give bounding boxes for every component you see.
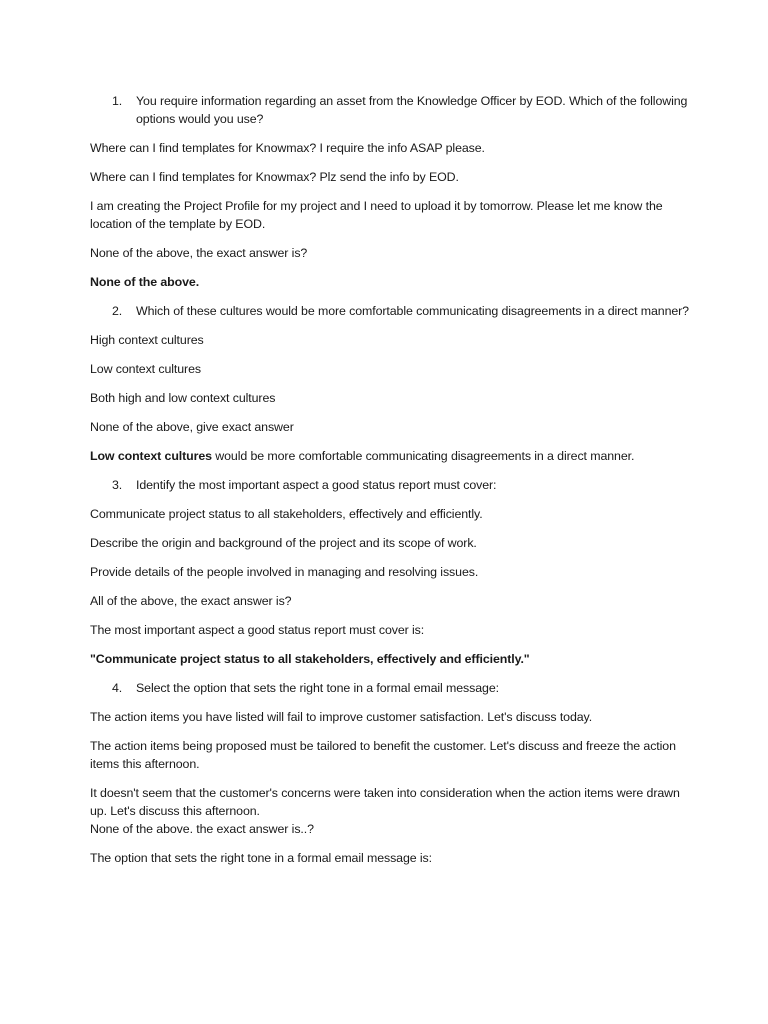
question-1	[90, 92, 690, 128]
answer-text: None of the above.	[90, 275, 200, 289]
question-number: 1.	[112, 94, 123, 108]
question-text: Select the option that sets the right tone in a formal email message:	[136, 681, 499, 695]
option-text: Low context cultures	[90, 362, 201, 376]
answer-text: "Communicate project status to all stakeholders, effectively and efficiently."	[90, 652, 530, 666]
answer-intro-text: The most important aspect a good status report must cover is:	[90, 623, 425, 637]
option-text: All of the above, the exact answer is?	[90, 594, 292, 608]
option-text: It doesn't seem that the customer's concerns were taken into consideration when the action items were drawn up. Let's discuss this afternoon.	[90, 786, 680, 818]
question-2	[90, 302, 690, 320]
question-text: Which of these cultures would be more comfortable communicating disagreements in a direct manner?	[136, 304, 689, 318]
option-text: None of the above. the exact answer is..?	[90, 822, 314, 836]
option-text: Communicate project status to all stakeholders, effectively and efficiently.	[90, 507, 483, 521]
answer-bold-text: Low context cultures	[90, 449, 212, 463]
option-text: Provide details of the people involved in managing and resolving issues.	[90, 565, 479, 579]
question-number: 2.	[112, 304, 123, 318]
option-text: Where can I find templates for Knowmax? Plz send the info by EOD.	[90, 170, 459, 184]
option-text: I am creating the Project Profile for my project and I need to upload it by tomorrow. Please let me know the location of the template by EOD.	[90, 199, 663, 231]
option-text: The action items being proposed must be tailored to benefit the customer. Let's discuss and freeze the action items this afternoon.	[90, 739, 676, 771]
answer-rest-text: would be more comfortable communicating disagreements in a direct manner.	[211, 449, 635, 463]
answer-paragraph	[90, 447, 690, 465]
option-text: Describe the origin and background of the project and its scope of work.	[90, 536, 477, 550]
question-number: 4.	[112, 681, 123, 695]
question-number: 3.	[112, 478, 123, 492]
option-text: None of the above, give exact answer	[90, 420, 294, 434]
option-text: None of the above, the exact answer is?	[90, 246, 308, 260]
answer-intro-text: The option that sets the right tone in a formal email message is:	[90, 851, 432, 865]
document-page	[90, 92, 690, 878]
option-text: Both high and low context cultures	[90, 391, 276, 405]
question-text: You require information regarding an asset from the Knowledge Officer by EOD. Which of the following options would you use?	[136, 94, 688, 126]
question-3	[90, 476, 690, 494]
option-text: High context cultures	[90, 333, 204, 347]
question-text: Identify the most important aspect a good status report must cover:	[136, 478, 497, 492]
question-4	[90, 679, 690, 697]
option-text: Where can I find templates for Knowmax? I require the info ASAP please.	[90, 141, 485, 155]
option-text: The action items you have listed will fail to improve customer satisfaction. Let's discuss today.	[90, 710, 593, 724]
